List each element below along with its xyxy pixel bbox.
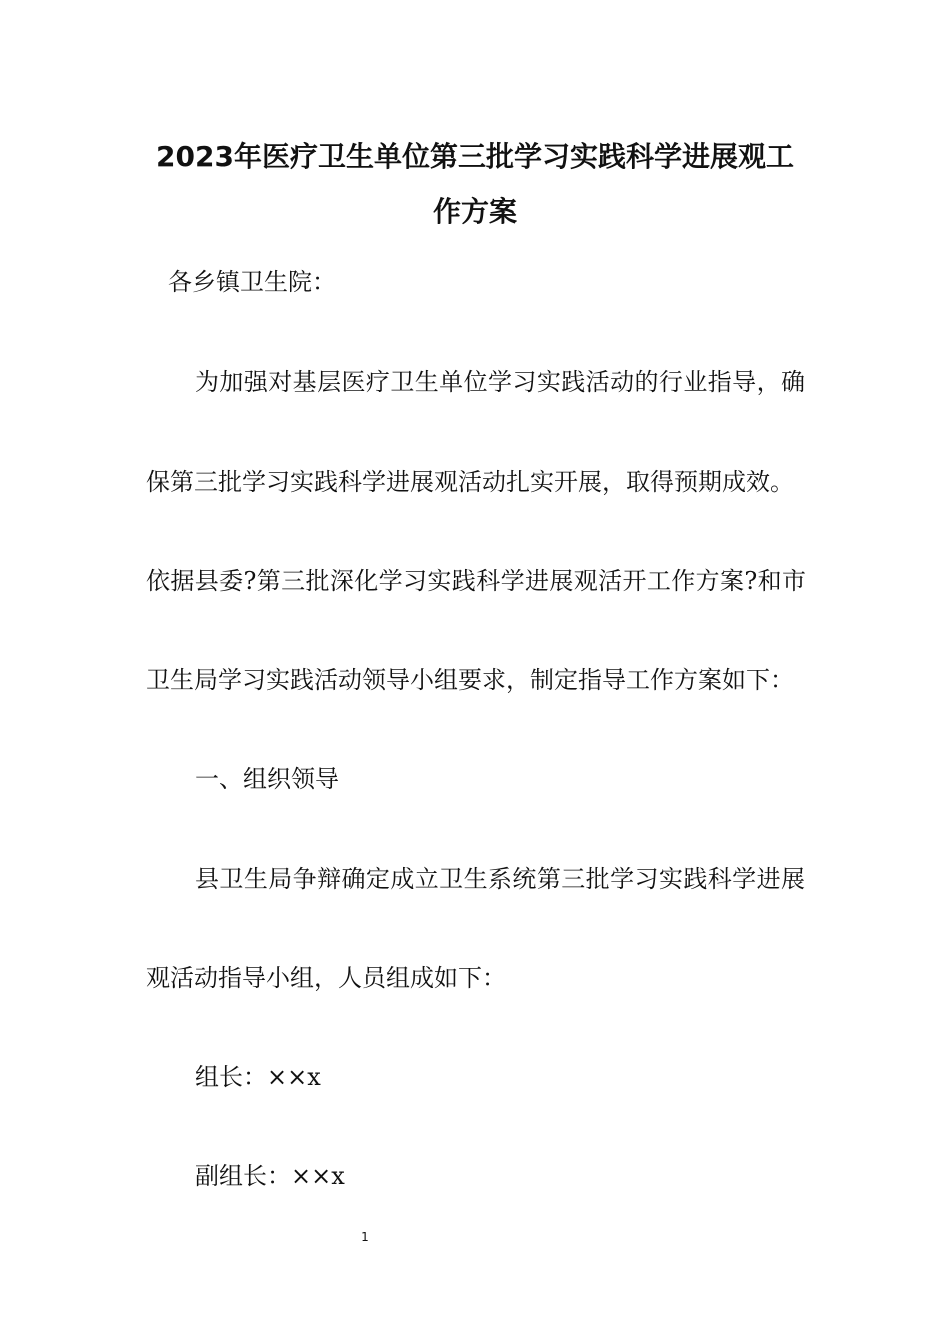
salutation: 各乡镇卫生院：: [168, 268, 336, 296]
section-1-heading: 一、组织领导: [195, 765, 339, 793]
paragraph-2-line-1: 县卫生局争辩确定成立卫生系统第三批学习实践科学进展: [195, 865, 805, 893]
deputy-group-leader: 副组长：××x: [195, 1162, 345, 1190]
paragraph-1-line-4: 卫生局学习实践活动领导小组要求，制定指导工作方案如下：: [146, 666, 794, 694]
paragraph-1-line-1: 为加强对基层医疗卫生单位学习实践活动的行业指导，确: [195, 368, 805, 396]
paragraph-2-line-2: 观活动指导小组，人员组成如下：: [146, 964, 506, 992]
paragraph-1-line-2: 保第三批学习实践科学进展观活动扎实开展，取得预期成效。: [146, 468, 794, 496]
document-title-line-2: 作方案: [432, 195, 517, 228]
document-title-line-1: 2023年医疗卫生单位第三批学习实践科学进展观工: [156, 140, 794, 173]
group-leader: 组长：××x: [195, 1063, 321, 1091]
paragraph-1-line-3: 依据县委?第三批深化学习实践科学进展观活开工作方案?和市: [146, 567, 806, 595]
page-number: 1: [361, 1230, 369, 1244]
